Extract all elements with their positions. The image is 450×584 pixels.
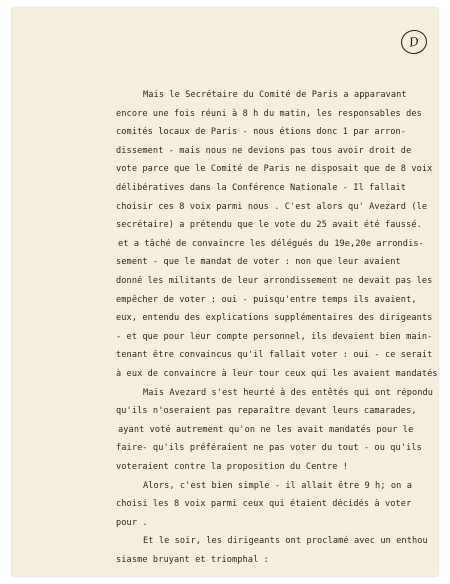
- text-line: faire- qu'ils préféraient ne pas voter du tout - ou qu'ils: [116, 443, 422, 454]
- document-page: [12, 8, 438, 576]
- text-line: comités locaux de Paris - nous étions donc 1 par arron-: [116, 127, 407, 138]
- text-line: empêcher de voter : oui - puisqu'entre temps ils avaient,: [116, 294, 417, 305]
- text-line: pour .: [116, 517, 148, 528]
- text-line: ayant voté autrement qu'on ne les avait mandatés pour le: [118, 424, 414, 435]
- text-line: à eux de convaincre à leur tour ceux qui les avaient mandatés: [116, 369, 438, 379]
- text-line: eux, entendu des explications supplémentaires des dirigeants: [116, 313, 433, 324]
- page-number-circle: D: [399, 28, 428, 55]
- text-line: Mais Avezard s'est heurté à des entêtés qui ont répondu: [143, 387, 434, 398]
- text-line: secrétaire) a prétendu que le vote du 25 avait été faussé.: [116, 220, 422, 231]
- text-line: vote parce que le Comité de Paris ne disposait que de 8 voix: [116, 164, 433, 175]
- text-line: tenant être convaincus qu'il fallait voter : oui - ce serait: [116, 350, 433, 361]
- text-line: - et que pour leur compte personnel, ils devaient bien main-: [116, 331, 433, 342]
- text-line: dissement - mais nous ne devions pas tous avoir droit de: [116, 145, 412, 156]
- text-line: donné les militants de leur arrondissement ne devait pas les: [116, 276, 433, 286]
- text-line: délibératives dans la Conférence Nationale - Il fallait: [116, 183, 407, 193]
- text-line: Alors, c'est bien simple - il allait être 9 h; on a: [143, 480, 412, 491]
- text-line: encore une fois réuni à 8 h du matin, les responsables des: [116, 108, 422, 119]
- text-line: choisi les 8 voix parmi ceux qui étaient décidés à voter: [116, 499, 412, 510]
- text-line: siasme bruyant et triomphal :: [116, 555, 269, 565]
- text-line: Et le soir, les dirigeants ont proclamé avec un enthou: [143, 536, 428, 547]
- text-line: choisir ces 8 voix parmi nous . C'est alors qu' Avezard (le: [116, 201, 428, 212]
- text-line: Mais le Secrétaire du Comité de Paris a apparavant: [143, 90, 407, 100]
- text-line: qu'ils n'oseraient pas reparaître devant leurs camarades,: [116, 406, 417, 417]
- text-line: voteraient contre la proposition du Centre !: [116, 462, 349, 472]
- text-line: et a tâché de convaincre les délégués du 19e,20e arrondis-: [118, 238, 424, 249]
- text-line: sement - que le mandat de voter : non que leur avaient: [116, 257, 401, 268]
